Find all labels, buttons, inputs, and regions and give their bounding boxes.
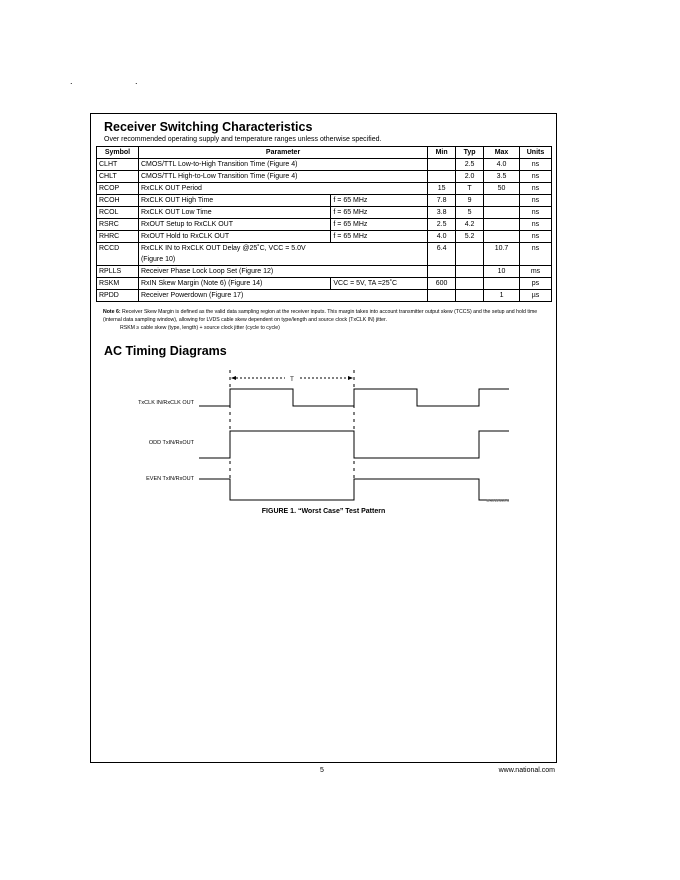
cell-param: CMOS/TTL Low-to-High Transition Time (Figure 4) (138, 159, 427, 171)
cell-units: ns (519, 159, 551, 171)
cell-units: µs (519, 290, 551, 302)
cell-symbol: RCCD (97, 243, 139, 266)
header-parameter: Parameter (138, 147, 427, 159)
cell-param: RxCLK OUT Low Time (138, 207, 330, 219)
header-min: Min (428, 147, 456, 159)
note-6 (103, 308, 549, 332)
table-row (97, 207, 552, 219)
cell-max: 3.5 (484, 171, 520, 183)
cell-symbol: RHRC (97, 231, 139, 243)
table-row (97, 171, 552, 183)
note-formula: RSKM ≥ cable skew (type, length) + source clock jitter (cycle to cycle) (120, 325, 280, 331)
cell-condition: f = 65 MHz (331, 231, 428, 243)
cell-symbol: RPLLS (97, 266, 139, 278)
cell-condition: f = 65 MHz (331, 195, 428, 207)
table-row (97, 183, 552, 195)
cell-param-line: RxCLK IN to RxCLK OUT Delay @25˚C, VCC = 5.0V (140, 245, 306, 252)
cell-condition: f = 65 MHz (331, 219, 428, 231)
table-row (97, 195, 552, 207)
even-data-waveform (199, 479, 509, 500)
cell-param: RxCLK OUT Period (138, 183, 427, 195)
cell-typ: 9 (456, 195, 484, 207)
cell-symbol: CHLT (97, 171, 139, 183)
cell-min (428, 266, 456, 278)
cell-min: 4.0 (428, 231, 456, 243)
cell-units: ns (519, 171, 551, 183)
cell-symbol: RCOL (97, 207, 139, 219)
cell-max: 4.0 (484, 159, 520, 171)
note-text: Receiver Skew Margin is defined as the valid data sampling region at the receiver inputs. This margin takes into account transmitter output skew (TCCS) and the setup and hold time (internal data sampling window), allowing for LVDS cable skew dependent on type/length and source clock (TxCLK IN) jitter. (103, 309, 538, 323)
cell-max: 10 (484, 266, 520, 278)
cell-min (428, 171, 456, 183)
cell-symbol: RSRC (97, 219, 139, 231)
timing-diagram (91, 364, 556, 504)
timing-title: AC Timing Diagrams (104, 344, 227, 358)
cell-units: ns (519, 243, 551, 266)
header-symbol: Symbol (97, 147, 139, 159)
header-max: Max (484, 147, 520, 159)
cell-min (428, 290, 456, 302)
table-row (97, 159, 552, 171)
signal-label-even: EVEN TxIN/RxOUT (146, 476, 194, 482)
cell-typ (456, 290, 484, 302)
cell-min (428, 159, 456, 171)
period-label: T (290, 377, 294, 383)
cell-symbol: RCOH (97, 195, 139, 207)
section-subtitle: Over recommended operating supply and temperature ranges unless otherwise specified. (104, 136, 382, 143)
cell-typ: 4.2 (456, 219, 484, 231)
cell-min: 3.8 (428, 207, 456, 219)
cell-typ (456, 278, 484, 290)
cell-min: 15 (428, 183, 456, 195)
odd-data-waveform (199, 431, 509, 458)
cell-symbol: RCOP (97, 183, 139, 195)
figure-caption: FIGURE 1. “Worst Case” Test Pattern (261, 508, 386, 515)
clock-waveform (199, 389, 509, 406)
header-typ: Typ (456, 147, 484, 159)
cell-param: Receiver Powerdown (Figure 17) (138, 290, 427, 302)
cell-param: RxOUT Hold to RxCLK OUT (138, 231, 330, 243)
cell-param: CMOS/TTL High-to-Low Transition Time (Figure 4) (138, 171, 427, 183)
cell-typ: 2.0 (456, 171, 484, 183)
signal-label-clock: TxCLK IN/RxCLK OUT (138, 400, 194, 406)
cell-symbol: CLHT (97, 159, 139, 171)
cell-units: ns (519, 231, 551, 243)
note-label: Note 6: (103, 309, 121, 315)
cell-typ (456, 266, 484, 278)
cell-typ: 2.5 (456, 159, 484, 171)
website-link[interactable]: www.national.com (498, 767, 555, 774)
cell-param-line: (Figure 10) (140, 256, 176, 263)
cell-typ: 5.2 (456, 231, 484, 243)
cell-units: ns (519, 183, 551, 195)
page-frame (90, 113, 557, 763)
cell-typ: T (456, 183, 484, 195)
cell-max (484, 219, 520, 231)
cell-condition: f = 65 MHz (331, 207, 428, 219)
cell-typ (456, 243, 484, 266)
page-number: 5 (320, 767, 324, 774)
section-title: Receiver Switching Characteristics (104, 120, 313, 134)
corner-marks: . . (70, 76, 168, 86)
cell-min: 6.4 (428, 243, 456, 266)
table-row (97, 290, 552, 302)
cell-units: ms (519, 266, 551, 278)
cell-symbol: RSKM (97, 278, 139, 290)
figure-code: DS012490-3 (486, 498, 509, 503)
cell-param (138, 243, 427, 266)
cell-max (484, 231, 520, 243)
table-row (97, 266, 552, 278)
table-row (97, 243, 552, 266)
cell-units: ps (519, 278, 551, 290)
cell-min: 7.8 (428, 195, 456, 207)
cell-param: RxCLK OUT High Time (138, 195, 330, 207)
cell-symbol: RPDD (97, 290, 139, 302)
table-row (97, 219, 552, 231)
table-row (97, 278, 552, 290)
cell-units: ns (519, 219, 551, 231)
cell-param: RxOUT Setup to RxCLK OUT (138, 219, 330, 231)
cell-max: 10.7 (484, 243, 520, 266)
cell-units: ns (519, 195, 551, 207)
signal-label-odd: ODD TxIN/RxOUT (148, 440, 194, 446)
cell-min: 2.5 (428, 219, 456, 231)
cell-param: Receiver Phase Lock Loop Set (Figure 12) (138, 266, 427, 278)
table-header-row (97, 147, 552, 159)
spec-table (96, 146, 552, 302)
cell-typ: 5 (456, 207, 484, 219)
cell-max: 50 (484, 183, 520, 195)
cell-max (484, 207, 520, 219)
cell-max: 1 (484, 290, 520, 302)
header-units: Units (519, 147, 551, 159)
table-row (97, 231, 552, 243)
cell-min: 600 (428, 278, 456, 290)
cell-units: ns (519, 207, 551, 219)
cell-max (484, 278, 520, 290)
period-arrow-left (231, 376, 236, 380)
period-arrow-right (348, 376, 353, 380)
cell-param: RxIN Skew Margin (Note 6) (Figure 14) (138, 278, 330, 290)
cell-condition: VCC = 5V, TA =25˚C (331, 278, 428, 290)
cell-max (484, 195, 520, 207)
